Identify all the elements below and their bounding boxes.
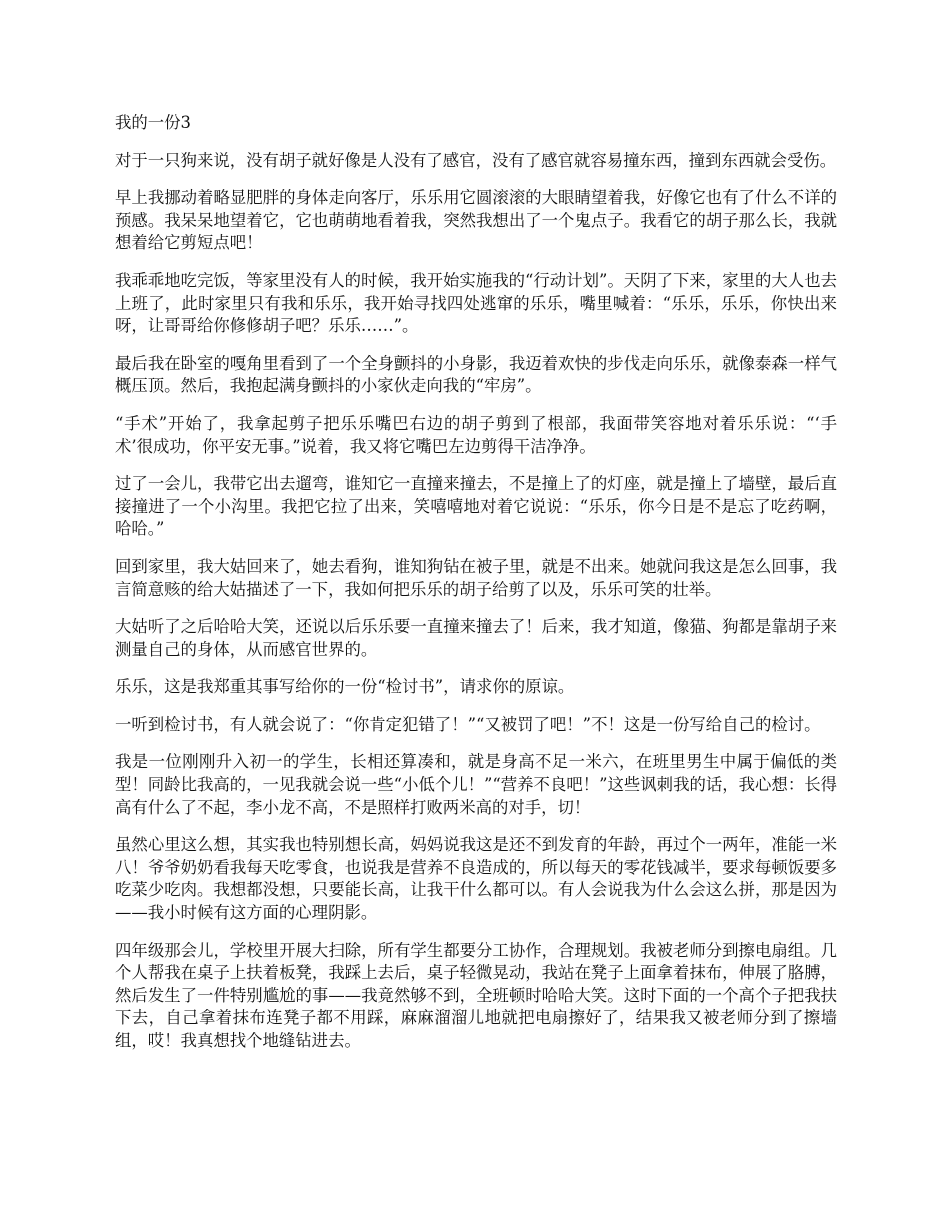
paragraph: 最后我在卧室的嘎角里看到了一个全身颤抖的小身影，我迈着欢快的步伐走向乐乐，就像泰森一样气概压顶。然后，我抱起满身颤抖的小家伙走向我的“牢房”。 [115,353,837,396]
paragraph: 对于一只狗来说，没有胡子就好像是人没有了感官，没有了感官就容易撞东西，撞到东西就会受伤。 [115,150,837,170]
document-title: 我的一份3 [115,113,191,132]
paragraph: 一听到检讨书，有人就会说了：“你肯定犯错了！”“又被罚了吧！”不！这是一份写给自己的检讨。 [115,714,821,734]
paragraph: 早上我挪动着略显肥胖的身体走向客厅，乐乐用它圆滚滚的大眼睛望着我，好像它也有了什么不详的预感。我呆呆地望着它，它也萌萌地看着我，突然我想出了一个鬼点子。我看它的胡子那么长，我就想着给它剪短点吧！ [115,188,837,253]
paragraph: 乐乐，这是我郑重其事写给你的一份“检讨书”，请求你的原谅。 [115,677,575,697]
paragraph: “手术”开始了，我拿起剪子把乐乐嘴巴右边的胡子剪到了根部，我面带笑容地对着乐乐说：“‘手术’很成功，你平安无事。”说着，我又将它嘴巴左边剪得干洁净净。 [115,413,837,456]
paragraph: 四年级那会儿，学校里开展大扫除，所有学生都要分工协作，合理规划。我被老师分到擦电扇组。几个人帮我在桌子上扶着板凳，我踩上去后，桌子轻微晃动，我站在凳子上面拿着抹布，伸展了胳膊，然后发生了一件特别尴尬的事——我竟然够不到，全班顿时哈哈大笑。这时下面的一个高个子把我扶下去，自己拿着抹布连凳子都不用踩，麻麻溜溜儿地就把电扇擦好了，结果我又被老师分到了擦墙组，哎！我真想找个地缝钻进去。 [115,940,837,1050]
paragraph: 虽然心里这么想，其实我也特别想长高，妈妈说我这是还不到发育的年龄，再过个一两年，准能一米八！爷爷奶奶看我每天吃零食，也说我是营养不良造成的，所以每天的零花钱减半，要求每顿饭要多吃菜少吃肉。我想都没想，只要能长高，让我干什么都可以。有人会说我为什么会这么拼，那是因为——我小时候有这方面的心理阴影。 [115,835,837,923]
paragraph: 大姑听了之后哈哈大笑，还说以后乐乐要一直撞来撞去了！后来，我才知道，像猫、狗都是靠胡子来测量自己的身体，从而感官世界的。 [115,617,837,659]
paragraph: 回到家里，我大姑回来了，她去看狗，谁知狗钻在被子里，就是不出来。她就问我这是怎么回事，我言简意赅的给大姑描述了一下，我如何把乐乐的胡子给剪了以及，乐乐可笑的壮举。 [115,556,837,599]
document-body [115,112,837,1068]
paragraph: 过了一会儿，我带它出去遛弯，谁知它一直撞来撞去，不是撞上了的灯座，就是撞上了墙壁，最后直接撞进了一个小沟里。我把它拉了出来，笑嘻嘻地对着它说说：“乐乐，你今日是不是忘了吃药啊，哈哈。” [115,474,837,539]
paragraph: 我乖乖地吃完饭，等家里没有人的时候，我开始实施我的“行动计划”。天阴了下来，家里的大人也去上班了，此时家里只有我和乐乐，我开始寻找四处逃窜的乐乐，嘴里喊着：“乐乐，乐乐，你快出来呀，让哥哥给你修修胡子吧？乐乐……”。 [115,270,837,336]
paragraph: 我是一位刚刚升入初一的学生，长相还算凑和，就是身高不足一米六，在班里男生中属于偏低的类型！同龄比我高的，一见我就会说一些“小低个儿！”“营养不良吧！”这些讽刺我的话，我心想：长得高有什么了不起，李小龙不高，不是照样打败两米高的对手，切！ [115,752,837,817]
